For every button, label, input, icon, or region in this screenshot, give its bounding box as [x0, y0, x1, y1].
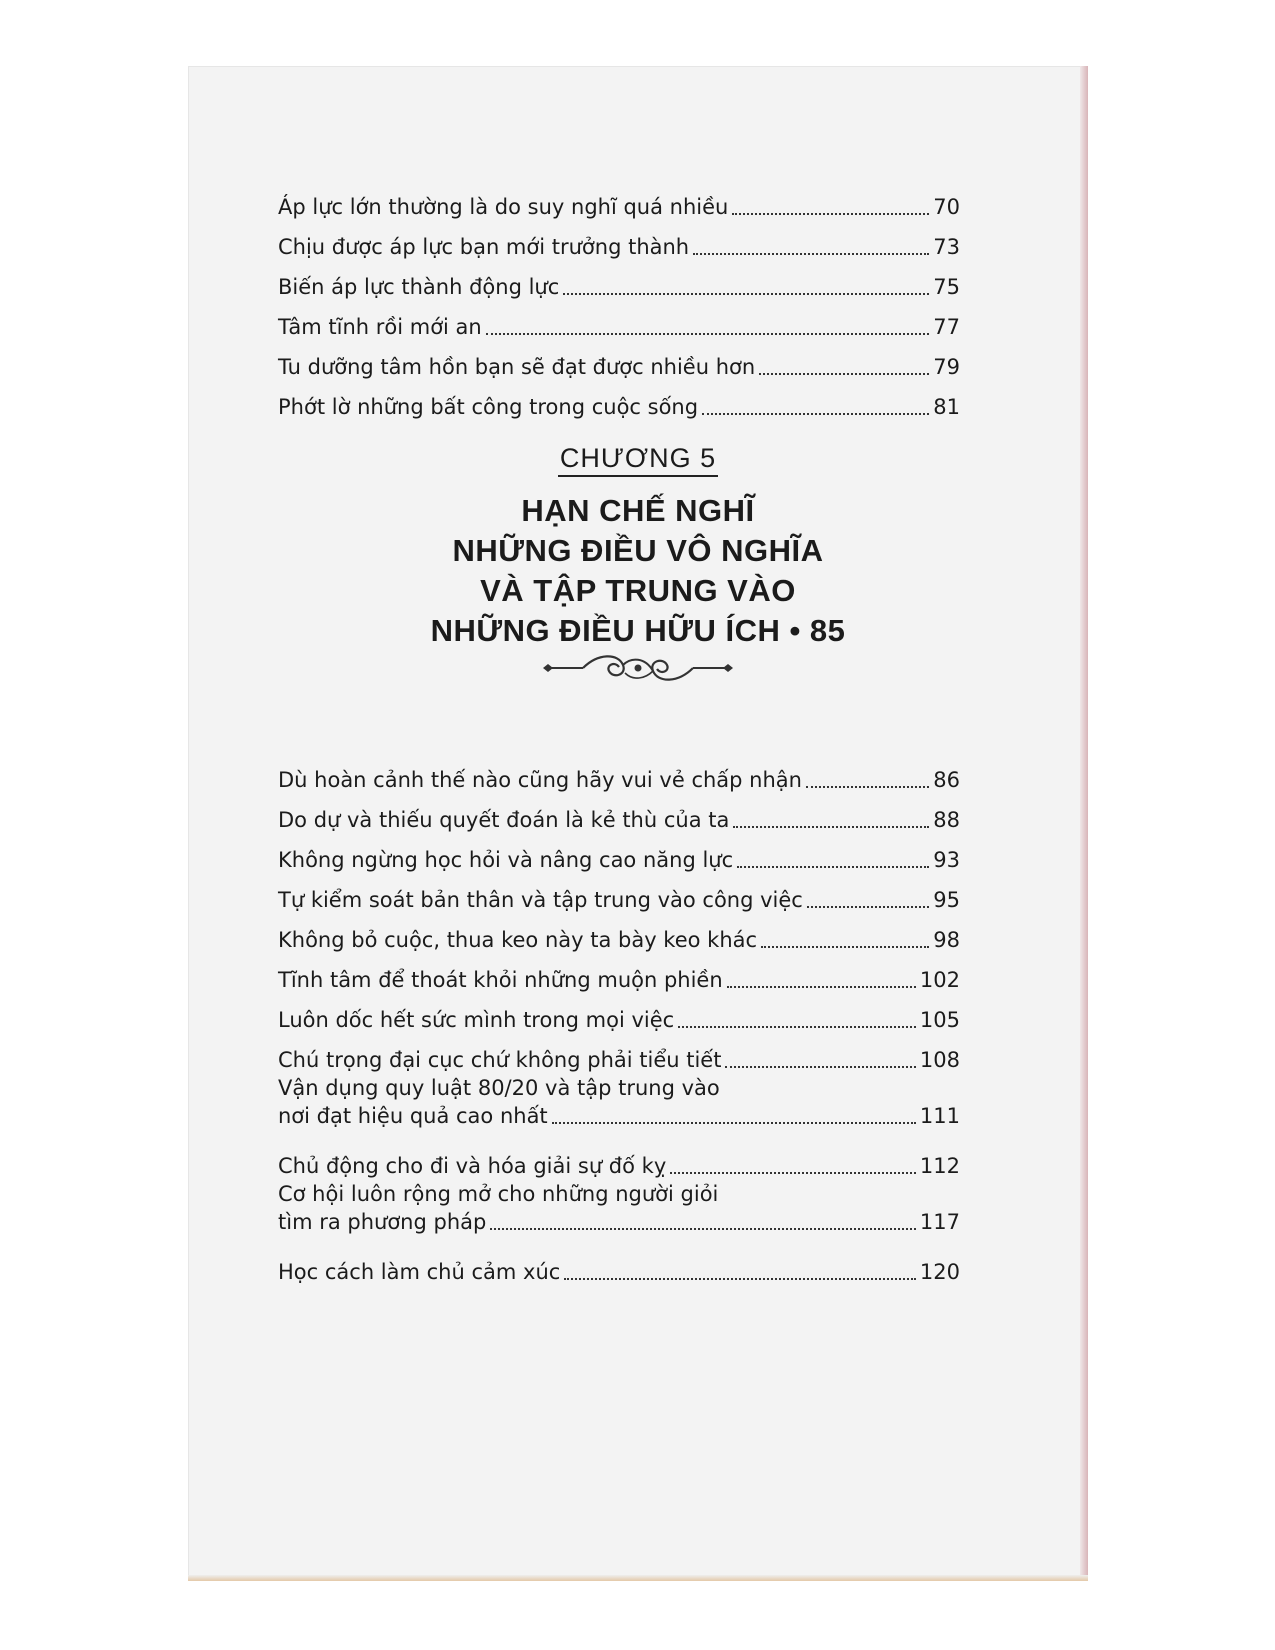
- toc-entry: [278, 954, 960, 994]
- toc-entry-title: Dù hoàn cảnh thế nào cũng hãy vui vẻ chấp nhận: [278, 768, 802, 792]
- ornament-divider-icon: [543, 651, 733, 685]
- toc-entry-title-line1: Vận dụng quy luật 80/20 và tập trung vào: [278, 1076, 720, 1100]
- toc-entry-title: Phớt lờ những bất công trong cuộc sống: [278, 395, 699, 419]
- page-bottom-edge: [188, 1575, 1088, 1581]
- toc-entry: [278, 1034, 960, 1074]
- toc-entry-page: 77: [933, 315, 960, 339]
- toc-entry-title: Không ngừng học hỏi và nâng cao năng lực: [278, 848, 734, 872]
- toc-entry-page: 112: [919, 1154, 960, 1178]
- toc-entry: [278, 301, 960, 341]
- toc-entry-title: Tu dưỡng tâm hồn bạn sẽ đạt được nhiều hơn: [278, 355, 756, 379]
- toc-leader-dots: [759, 373, 929, 375]
- chapter-label-text: CHƯƠNG 5: [558, 443, 718, 477]
- toc-entry: [278, 914, 960, 954]
- toc-entry: [278, 221, 960, 261]
- toc-entry: [278, 341, 960, 381]
- toc-entry: [278, 1246, 960, 1286]
- toc-entry-page: 70: [933, 195, 960, 219]
- toc-entry-page: 75: [933, 275, 960, 299]
- chapter-title-line: HẠN CHẾ NGHĨ: [521, 493, 755, 528]
- toc-leader-dots: [761, 946, 929, 948]
- toc-entry-title: Không bỏ cuộc, thua keo này ta bày keo khác: [278, 928, 758, 952]
- toc-entry-page: 108: [919, 1048, 960, 1072]
- toc-entry-title: Biến áp lực thành động lực: [278, 275, 560, 299]
- toc-entry: [278, 1074, 960, 1140]
- toc-leader-dots: [702, 413, 929, 415]
- toc-entry: [278, 994, 960, 1034]
- toc-entry-page: 81: [933, 395, 960, 419]
- toc-entry-page: 117: [919, 1210, 960, 1234]
- toc-leader-dots: [670, 1172, 916, 1174]
- toc-leader-dots: [693, 253, 929, 255]
- toc-entry-title: Chịu được áp lực bạn mới trưởng thành: [278, 235, 690, 259]
- toc-entry-page: 86: [933, 768, 960, 792]
- toc-entry-title: tìm ra phương pháp: [278, 1210, 487, 1234]
- toc-entry: [278, 794, 960, 834]
- toc-leader-dots: [737, 866, 929, 868]
- chapter-title-line: VÀ TẬP TRUNG VÀO: [480, 573, 796, 608]
- toc-leader-dots: [733, 826, 929, 828]
- toc-leader-dots: [807, 906, 929, 908]
- toc-entry-page: 111: [919, 1104, 960, 1128]
- toc-entry: [278, 1180, 960, 1246]
- toc-leader-dots: [725, 1066, 915, 1068]
- toc-entry-title: Học cách làm chủ cảm xúc: [278, 1260, 561, 1284]
- toc-entry-title: Tự kiểm soát bản thân và tập trung vào công việc: [278, 888, 803, 912]
- toc-entry-page: 88: [933, 808, 960, 832]
- toc-section-bottom: [278, 754, 960, 1286]
- toc-entry: [278, 754, 960, 794]
- toc-leader-dots: [490, 1228, 916, 1230]
- toc-entry-title: Chú trọng đại cục chứ không phải tiểu tiết: [278, 1048, 722, 1072]
- chapter-label: [188, 443, 1088, 474]
- toc-leader-dots: [486, 333, 930, 335]
- toc-section-top: [278, 181, 960, 421]
- toc-entry-page: 95: [933, 888, 960, 912]
- toc-entry-title: Luôn dốc hết sức mình trong mọi việc: [278, 1008, 675, 1032]
- toc-entry-title: Áp lực lớn thường là do suy nghĩ quá nhiều: [278, 195, 729, 219]
- toc-entry-page: 102: [919, 968, 960, 992]
- chapter-title-line: NHỮNG ĐIỀU HỮU ÍCH • 85: [430, 613, 846, 648]
- toc-leader-dots: [564, 1278, 916, 1280]
- toc-entry-page: 79: [933, 355, 960, 379]
- toc-entry-title: Do dự và thiếu quyết đoán là kẻ thù của ta: [278, 808, 730, 832]
- toc-entry-title: Tĩnh tâm để thoát khỏi những muộn phiền: [278, 968, 723, 992]
- toc-entry-title: Tâm tĩnh rồi mới an: [278, 315, 482, 339]
- toc-entry-page: 93: [933, 848, 960, 872]
- toc-entry-title: nơi đạt hiệu quả cao nhất: [278, 1104, 548, 1128]
- toc-entry: [278, 1140, 960, 1180]
- toc-leader-dots: [552, 1122, 916, 1124]
- toc-entry: [278, 874, 960, 914]
- toc-entry-page: 105: [919, 1008, 960, 1032]
- toc-leader-dots: [727, 986, 916, 988]
- toc-leader-dots: [563, 293, 929, 295]
- toc-entry-page: 98: [933, 928, 960, 952]
- book-page: [188, 66, 1088, 1581]
- chapter-title-line: NHỮNG ĐIỀU VÔ NGHĨA: [452, 533, 824, 568]
- toc-entry-page: 73: [933, 235, 960, 259]
- toc-entry: [278, 834, 960, 874]
- toc-entry-title: Chủ động cho đi và hóa giải sự đố kỵ: [278, 1154, 667, 1178]
- toc-leader-dots: [732, 213, 929, 215]
- toc-entry: [278, 261, 960, 301]
- toc-entry-title-line1: Cơ hội luôn rộng mở cho những người giỏi: [278, 1182, 719, 1206]
- chapter-title: [188, 491, 1088, 651]
- toc-entry: [278, 381, 960, 421]
- toc-leader-dots: [678, 1026, 916, 1028]
- toc-entry: [278, 181, 960, 221]
- toc-leader-dots: [806, 786, 929, 788]
- toc-entry-page: 120: [919, 1260, 960, 1284]
- page-edge: [1080, 66, 1088, 1581]
